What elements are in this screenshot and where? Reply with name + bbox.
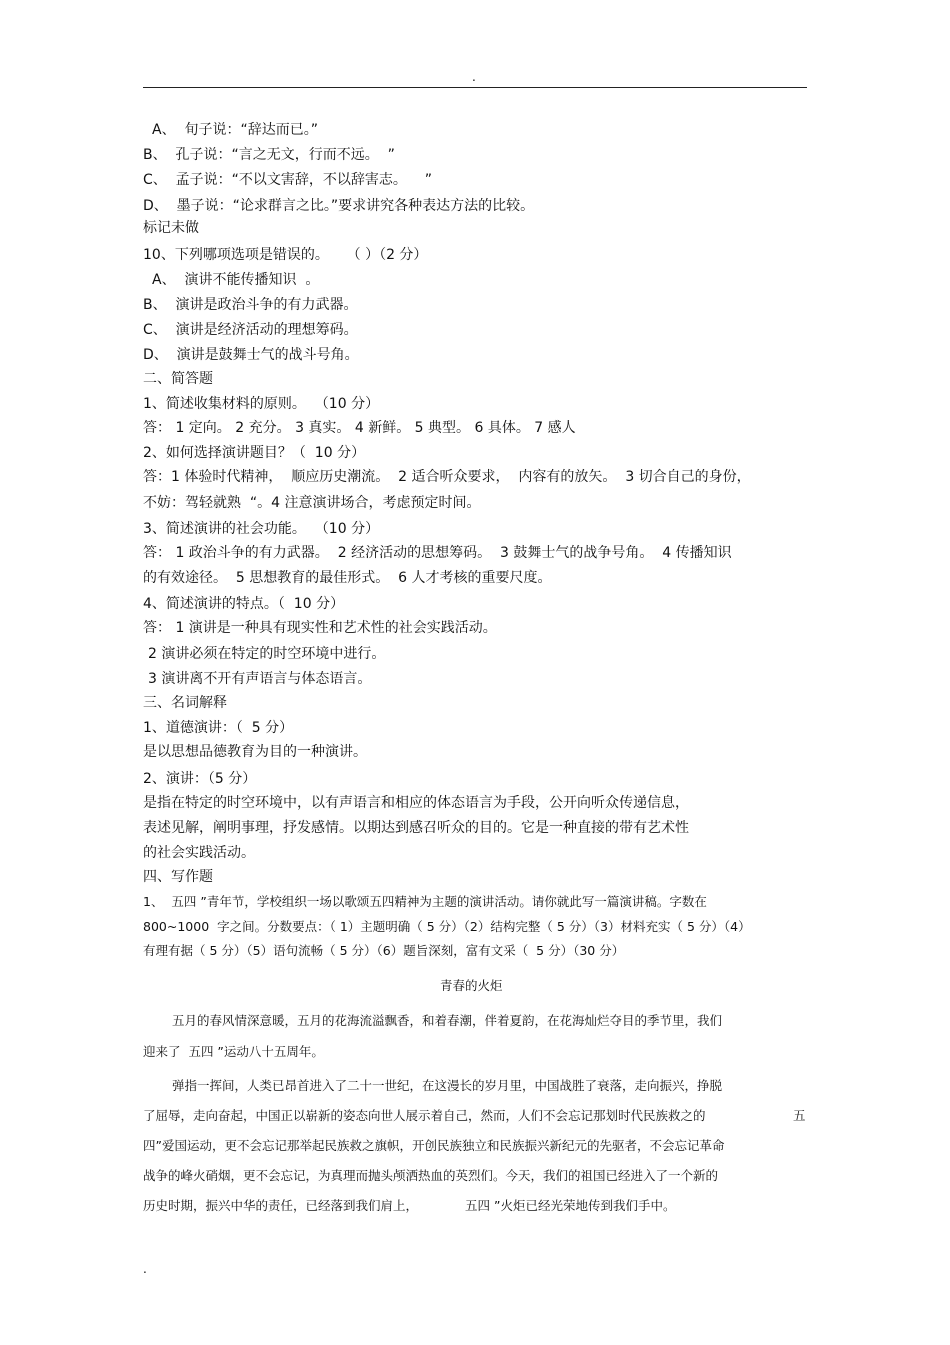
term-2-definition-line-2: 表述见解，阐明事理，抒发感情。以期达到感召听众的目的。它是一种直接的带有艺术性 bbox=[143, 820, 689, 836]
writing-prompt-line-1: 1、 五四 ”青年节，学校组织一场以歌颂五四精神为主题的演讲活动。请你就此写一篇演讲稿。字数在 bbox=[143, 894, 707, 909]
sa-answer-3-line-1: 答： 1 政治斗争的有力武器。 2 经济活动的思想筹码。 3 鼓舞士气的战争号角。 4 传播知识 bbox=[143, 545, 732, 561]
writing-prompt-line-2: 800~1000 字之间。分数要点：（ 1）主题明确（ 5 分）（2）结构完整（ 5 分）（3）材料充实（ 5 分）（4） bbox=[143, 919, 751, 934]
sa-question-1: 1、简述收集材料的原则。 （10 分） bbox=[143, 396, 380, 412]
q10-option-c: C、 演讲是经济活动的理想筹码。 bbox=[143, 322, 358, 338]
option-b-kongzi: B、 孔子说：“言之无文，行而不远。 ” bbox=[143, 147, 395, 163]
unmarked-note: 标记未做 bbox=[143, 220, 199, 236]
question-10: 10、下列哪项选项是错误的。 （ ）（2 分） bbox=[143, 247, 428, 263]
sa-question-3: 3、简述演讲的社会功能。 （10 分） bbox=[143, 521, 380, 537]
essay-para-1-line-1: 五月的春风情深意暖，五月的花海流溢飘香，和着春潮，伴着夏韵，在花海灿烂夺目的季节里，我们 bbox=[172, 1013, 723, 1028]
term-2-definition-line-1: 是指在特定的时空环境中，以有声语言和相应的体态语言为手段，公开向听众传递信息， bbox=[143, 795, 689, 811]
header-rule bbox=[143, 87, 807, 88]
header-dot: . bbox=[472, 70, 476, 84]
sa-answer-3-line-2: 的有效途径。 5 思想教育的最佳形式。 6 人才考核的重要尺度。 bbox=[143, 570, 552, 586]
sa-question-2: 2、如何选择演讲题目？（ 10 分） bbox=[143, 445, 366, 461]
sa-answer-4-line-3: 3 演讲离不开有声语言与体态语言。 bbox=[148, 671, 372, 687]
section-4-heading: 四、写作题 bbox=[143, 869, 213, 885]
term-2-definition-line-3: 的社会实践活动。 bbox=[143, 845, 255, 861]
essay-para-2-line-3: 四”爱国运动，更不会忘记那举起民族救之旗帜，开创民族独立和民族振兴新纪元的先驱者，不会忘记革命 bbox=[143, 1138, 725, 1153]
q10-option-b: B、 演讲是政治斗争的有力武器。 bbox=[143, 297, 358, 313]
essay-para-2-line-2: 了屈辱，走向奋起，中国正以崭新的姿态向世人展示着自己，然而，人们不会忘记那划时代民族救之的 bbox=[143, 1108, 706, 1123]
sa-answer-2-line-1: 答：1 体验时代精神， 顺应历史潮流。 2 适合听众要求， 内容有的放矢。 3 切合自己的身份， bbox=[143, 469, 751, 485]
essay-title: 青春的火炬 bbox=[440, 978, 503, 993]
sa-answer-2-line-2: 不妨：驾轻就熟 “。4 注意演讲场合，考虑预定时间。 bbox=[143, 495, 481, 511]
section-2-heading: 二、简答题 bbox=[143, 371, 213, 387]
footer-dot: . bbox=[143, 1262, 147, 1276]
option-d-mozi: D、 墨子说：“论求群言之比。”要求讲究各种表达方法的比较。 bbox=[143, 198, 535, 214]
sa-answer-4-line-1: 答： 1 演讲是一种具有现实性和艺术性的社会实践活动。 bbox=[143, 620, 497, 636]
q10-option-d: D、 演讲是鼓舞士气的战斗号角。 bbox=[143, 347, 359, 363]
essay-para-2-line-2-end: 五 bbox=[793, 1108, 806, 1123]
essay-para-2-line-1: 弹指一挥间，人类已昂首进入了二十一世纪，在这漫长的岁月里，中国战胜了衰落，走向振兴，挣脱 bbox=[172, 1078, 723, 1093]
sa-answer-4-line-2: 2 演讲必须在特定的时空环境中进行。 bbox=[148, 646, 386, 662]
essay-para-2-line-4: 战争的峰火硝烟，更不会忘记，为真理而抛头颅洒热血的英烈们。今天，我们的祖国已经进入了一个新的 bbox=[143, 1168, 719, 1183]
section-3-heading: 三、名词解释 bbox=[143, 695, 227, 711]
writing-prompt-line-3: 有理有据（ 5 分）（5）语句流畅（ 5 分）（6）题旨深刻，富有文采（ 5 分）（30 分） bbox=[143, 943, 625, 958]
essay-para-2-line-5: 历史时期，振兴中华的责任，已经落到我们肩上， bbox=[143, 1198, 419, 1213]
essay-para-2-line-5-end: 五四 ”火炬已经光荣地传到我们手中。 bbox=[465, 1198, 676, 1213]
option-a-xunzi: A、 旬子说：“辞达而已。” bbox=[152, 122, 318, 138]
term-1-heading: 1、道德演讲：（ 5 分） bbox=[143, 720, 294, 736]
option-c-mengzi: C、 孟子说：“不以文害辞，不以辞害志。 ” bbox=[143, 172, 432, 188]
q10-option-a: A、 演讲不能传播知识 。 bbox=[152, 272, 320, 288]
essay-para-1-line-2: 迎来了 五四 ”运动八十五周年。 bbox=[143, 1044, 324, 1059]
term-1-definition: 是以思想品德教育为目的一种演讲。 bbox=[143, 744, 367, 760]
sa-answer-1: 答： 1 定向。 2 充分。 3 真实。 4 新鲜。 5 典型。 6 具体。 7 感人 bbox=[143, 420, 576, 436]
term-2-heading: 2、演讲：（5 分） bbox=[143, 771, 257, 787]
sa-question-4: 4、简述演讲的特点。（ 10 分） bbox=[143, 596, 345, 612]
